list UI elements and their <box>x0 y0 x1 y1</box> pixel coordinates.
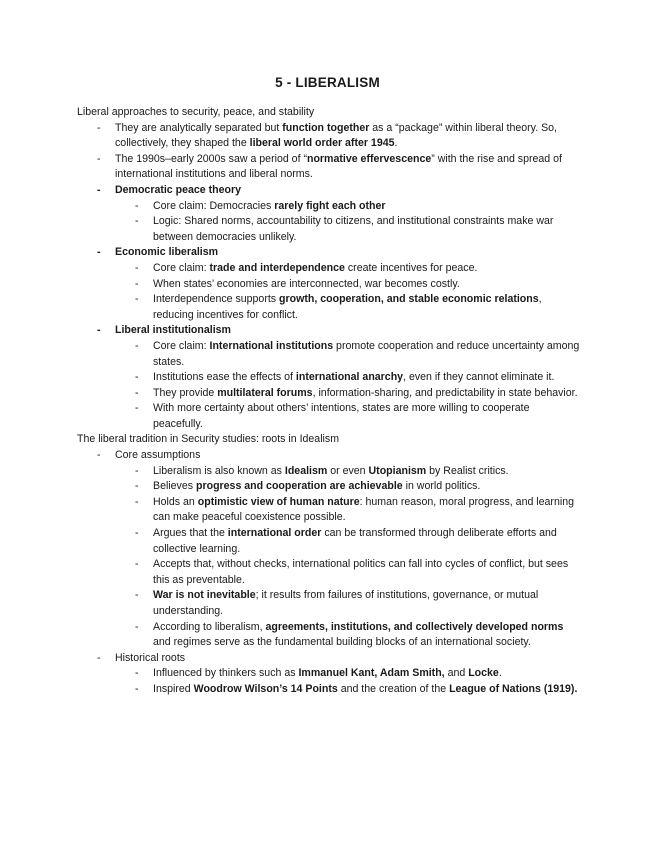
text-run: When states’ economies are interconnected, war becomes costly. <box>153 277 460 290</box>
bold-text-run: Woodrow Wilson’s 14 Points <box>193 682 338 695</box>
sub-bullet-text <box>153 261 582 277</box>
sub-bullet-item <box>77 666 582 682</box>
bold-text-run: International institutions <box>209 339 334 352</box>
sub-bullet-item <box>77 370 582 386</box>
bullet-item <box>77 152 582 183</box>
bullet-item <box>77 448 582 464</box>
bold-text-run: Liberal institutionalism <box>115 324 231 337</box>
text-run: : human reason, moral progress, and learning can make peaceful coexistence possible. <box>153 495 574 524</box>
text-run: by Realist critics. <box>426 464 509 477</box>
sub-bullet-dash: - <box>135 558 139 571</box>
sub-bullet-dash: - <box>135 682 139 695</box>
sub-bullet-item <box>77 588 582 619</box>
text-run: Argues that the <box>153 527 228 540</box>
text-run: , even if they cannot eliminate it. <box>403 371 555 384</box>
sub-bullet-text <box>153 370 582 386</box>
bold-text-run: optimistic view of human nature <box>197 495 360 508</box>
text-run: ; it results from failures of institutions, governance, or mutual understanding. <box>153 589 539 617</box>
text-run: promote cooperation and reduce uncertainty among states. <box>153 339 580 368</box>
sub-bullet-text <box>153 277 582 293</box>
text-run: Core claim: <box>153 261 210 274</box>
sub-bullet-text <box>153 495 582 526</box>
sub-bullet-text <box>153 479 582 495</box>
sub-bullet-dash: - <box>135 464 139 477</box>
bold-text-run: growth, cooperation, and stable economic relations <box>279 293 539 306</box>
sub-bullet-text <box>153 386 582 402</box>
text-run: create incentives for peace. <box>344 261 478 274</box>
bold-text-run: Idealism <box>284 464 328 477</box>
sub-bullet-dash: - <box>135 386 139 399</box>
sub-bullet-item <box>77 214 582 245</box>
sub-bullet-text <box>153 682 582 698</box>
sub-bullet-item <box>77 261 582 277</box>
bold-text-run: normative effervescence <box>306 152 432 165</box>
sub-bullet-item <box>77 526 582 557</box>
bullet-text <box>115 245 582 261</box>
sub-bullet-dash: - <box>135 589 139 602</box>
bullet-item <box>77 323 582 339</box>
text-run: Historical roots <box>115 651 186 664</box>
text-run: can be transformed through deliberate efforts and collective learning. <box>153 527 557 555</box>
sub-bullet-item <box>77 557 582 588</box>
bold-text-run: League of Nations (1919). <box>449 682 578 695</box>
sub-bullet-text <box>153 557 582 588</box>
bold-text-run: War is not inevitable <box>153 589 256 602</box>
bold-text-run: international order <box>227 527 322 540</box>
section-heading: The liberal tradition in Security studies: roots in Idealism <box>77 433 340 446</box>
document-body <box>77 105 582 698</box>
sub-bullet-item <box>77 292 582 323</box>
text-run: Core claim: <box>153 339 210 352</box>
bullet-dash: - <box>97 121 101 134</box>
text-run: . <box>498 667 502 680</box>
bullet-item <box>77 121 582 152</box>
bullet-dash: - <box>97 324 101 337</box>
bold-text-run: agreements, institutions, and collectively developed norms <box>265 620 564 633</box>
bullet-item <box>77 183 582 199</box>
sub-bullet-dash: - <box>135 293 139 306</box>
bullet-text <box>115 323 582 339</box>
text-run: , information-sharing, and predictability in state behavior. <box>312 386 578 399</box>
sub-bullet-item <box>77 277 582 293</box>
sub-bullet-text <box>153 666 582 682</box>
sub-bullet-item <box>77 339 582 370</box>
bold-text-run: international anarchy <box>295 371 404 384</box>
bullet-text <box>115 651 582 667</box>
sub-bullet-dash: - <box>135 199 139 212</box>
sub-bullet-dash: - <box>135 495 139 508</box>
sub-bullet-dash: - <box>135 371 139 384</box>
sub-bullet-item <box>77 479 582 495</box>
text-run: and regimes serve as the fundamental building blocks of an international society. <box>153 636 531 649</box>
sub-bullet-dash: - <box>135 527 139 540</box>
text-run: and <box>444 667 469 680</box>
text-run: in world politics. <box>402 480 481 493</box>
page-title: 5 - LIBERALISM <box>275 75 380 90</box>
bold-text-run: Locke <box>468 667 499 680</box>
bold-text-run: Economic liberalism <box>115 246 219 259</box>
text-run: Logic: Shared norms, accountability to citizens, and institutional constraints make war between democracies unlikely. <box>153 215 554 243</box>
text-run: Influenced by thinkers such as <box>153 667 299 680</box>
sub-bullet-text <box>153 339 582 370</box>
sub-bullet-text <box>153 588 582 619</box>
sub-bullet-dash: - <box>135 261 139 274</box>
sub-bullet-dash: - <box>135 480 139 493</box>
bullet-item <box>77 245 582 261</box>
sub-bullet-text <box>153 292 582 323</box>
bullet-dash: - <box>97 246 101 259</box>
bold-text-run: liberal world order after 1945 <box>249 137 395 150</box>
text-run: Believes <box>153 480 196 493</box>
text-run: Core claim: Democracies <box>153 199 275 212</box>
bullet-dash: - <box>97 183 101 196</box>
text-run: . <box>394 137 398 150</box>
sub-bullet-dash: - <box>135 667 139 680</box>
text-run: Core assumptions <box>115 449 201 462</box>
bold-text-run: Immanuel Kant, Adam Smith, <box>298 667 445 680</box>
sub-bullet-item <box>77 682 582 698</box>
bullet-dash: - <box>97 651 101 664</box>
sub-bullet-item <box>77 464 582 480</box>
text-run: Interdependence supports <box>153 293 280 306</box>
bold-text-run: Democratic peace theory <box>115 183 242 196</box>
text-run: Institutions ease the effects of <box>153 371 296 384</box>
bullet-dash: - <box>97 449 101 462</box>
sub-bullet-dash: - <box>135 339 139 352</box>
text-run: Liberalism is also known as <box>153 464 285 477</box>
text-run: ” with the rise and spread of international institutions and liberal norms. <box>115 152 562 181</box>
bullet-text <box>115 448 582 464</box>
text-run: They are analytically separated but <box>115 121 283 134</box>
sub-bullet-dash: - <box>135 620 139 633</box>
bullet-dash: - <box>97 152 101 165</box>
sub-bullet-dash: - <box>135 277 139 290</box>
sub-bullet-item <box>77 620 582 651</box>
sub-bullet-item <box>77 386 582 402</box>
bullet-text <box>115 183 582 199</box>
text-run: Inspired <box>153 682 194 695</box>
bullet-item <box>77 651 582 667</box>
sub-bullet-text <box>153 526 582 557</box>
sub-bullet-text <box>153 401 582 432</box>
text-run: They provide <box>153 386 218 399</box>
bold-text-run: multilateral forums <box>217 386 313 399</box>
sub-bullet-item <box>77 495 582 526</box>
text-run: With more certainty about others’ intentions, states are more willing to cooperate peacefully. <box>153 402 530 430</box>
sub-bullet-dash: - <box>135 402 139 415</box>
section-heading: Liberal approaches to security, peace, and stability <box>77 106 315 118</box>
text-run: and the creation of the <box>337 682 450 695</box>
text-run: as a “package” within liberal theory. So, collectively, they shaped the <box>115 121 557 150</box>
bold-text-run: trade and interdependence <box>209 261 345 274</box>
sub-bullet-text <box>153 620 582 651</box>
sub-bullet-text <box>153 214 582 245</box>
bold-text-run: progress and cooperation are achievable <box>196 480 403 493</box>
sub-bullet-text <box>153 464 582 480</box>
sub-bullet-text <box>153 199 582 215</box>
bold-text-run: Utopianism <box>368 464 427 477</box>
sub-bullet-dash: - <box>135 215 139 228</box>
sub-bullet-item <box>77 401 582 432</box>
text-run: The 1990s–early 2000s saw a period of “ <box>115 152 307 165</box>
text-run: According to liberalism, <box>153 620 266 633</box>
text-run: Holds an <box>153 495 198 508</box>
text-run: Accepts that, without checks, international politics can fall into cycles of conflict, but sees this as preventable. <box>153 558 569 586</box>
bold-text-run: function together <box>282 121 370 134</box>
sub-bullet-item <box>77 199 582 215</box>
bold-text-run: rarely fight each other <box>274 199 386 212</box>
bullet-text <box>115 152 582 183</box>
text-run: , reducing incentives for conflict. <box>153 293 542 321</box>
text-run: or even <box>327 464 369 477</box>
bullet-text <box>115 121 582 152</box>
